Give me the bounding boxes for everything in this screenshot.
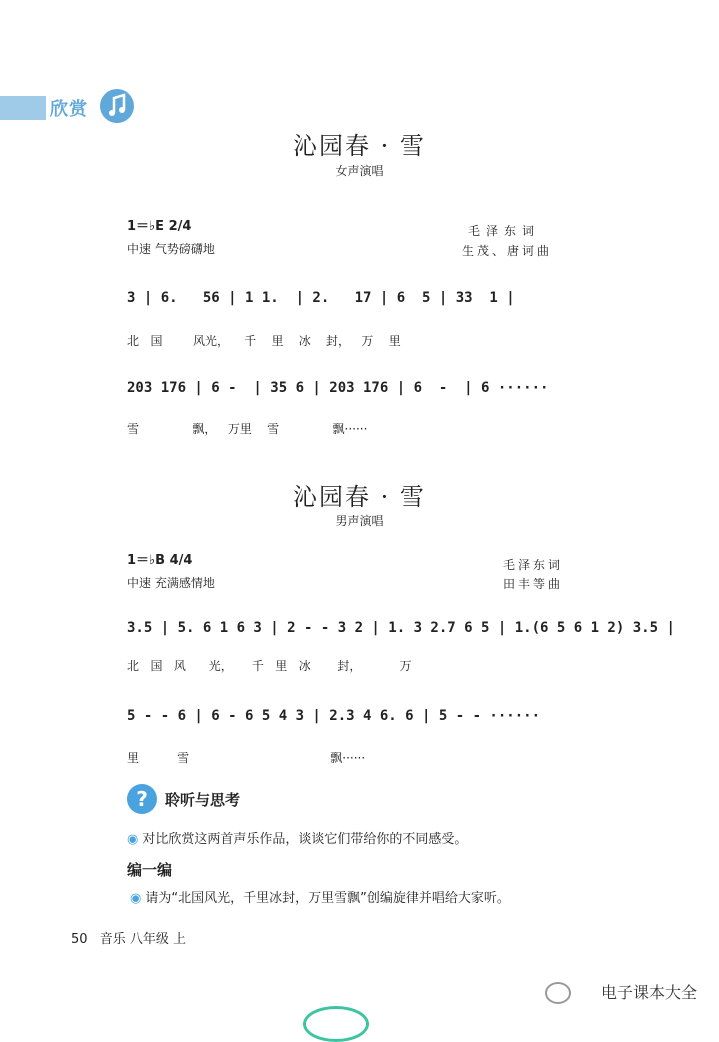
song2-subtitle: 男声演唱 bbox=[335, 514, 384, 528]
listen-bullet bbox=[127, 828, 467, 847]
bullet-icon: ◉ bbox=[130, 891, 142, 906]
listen-section-title: 聆听与思考 bbox=[165, 791, 241, 809]
song1-tempo: 中速 气势磅礴地 bbox=[127, 242, 215, 256]
song1-subtitle: 女声演唱 bbox=[335, 164, 384, 178]
bullet-icon: ◉ bbox=[127, 832, 139, 847]
song2-lyrics-line2: 里 雪 飘······ bbox=[127, 751, 366, 765]
song1-lyricist: 毛泽东词 bbox=[468, 224, 541, 238]
song2-lyrics-line1: 北 国 风 光， 千 里 冰 封， 万 bbox=[127, 659, 412, 673]
song1-key: 1＝♭E 2/4 bbox=[127, 219, 192, 234]
song2-composer: 田丰等曲 bbox=[503, 577, 564, 591]
compose-bullet-text: 请为“北国风光，千里冰封，万里雪飘”创编旋律并唱给大家听。 bbox=[145, 891, 510, 906]
section-tab-label: 欣赏 bbox=[50, 99, 88, 120]
song2-key: 1＝♭B 4/4 bbox=[127, 553, 193, 568]
compose-section-title: 编一编 bbox=[127, 861, 173, 879]
song1-composer: 生茂、唐诃曲 bbox=[462, 244, 553, 258]
song1-notation-line2: 203 176 | 6 - | 35 6 | 203 176 | 6 - | 6 ······ bbox=[127, 380, 549, 396]
song2-title: 沁园春 · 雪 bbox=[293, 483, 426, 511]
wechat-icon bbox=[545, 982, 571, 1004]
song1-notation-line1: 3 | 6. 56 | 1 1. | 2. 17 | 6 5 | 33 1 | bbox=[127, 290, 515, 306]
page-number: 50 bbox=[71, 932, 88, 947]
song1-lyrics-line1: 北 国 风光， 千 里 冰 封， 万 里 bbox=[127, 334, 401, 348]
song2-tempo: 中速 充满感情地 bbox=[127, 576, 215, 590]
decorative-arc bbox=[303, 1006, 369, 1042]
book-name: 音乐 八年级 上 bbox=[99, 932, 186, 947]
music-note-icon bbox=[100, 89, 134, 123]
page-footer bbox=[71, 928, 186, 947]
song1-title: 沁园春 · 雪 bbox=[293, 132, 426, 160]
song2-notation-line1: 3.5 | 5. 6 1 6 3 | 2 - - 3 2 | 1. 3 2.7 6 5 | 1.(6 5 6 1 2) 3.5 | bbox=[127, 620, 675, 636]
watermark-text: 电子课本大全 bbox=[600, 983, 697, 1002]
listen-bullet-text: 对比欣赏这两首声乐作品，谈谈它们带给你的不同感受。 bbox=[142, 832, 468, 847]
song2-notation-line2: 5 - - 6 | 6 - 6 5 4 3 | 2.3 4 6. 6 | 5 - - ······ bbox=[127, 708, 541, 724]
compose-bullet bbox=[130, 887, 510, 906]
song1-lyrics-line2: 雪 飘， 万里 雪 飘······ bbox=[127, 422, 368, 436]
section-tab-bar bbox=[0, 96, 46, 120]
question-icon: ? bbox=[127, 784, 157, 814]
song2-lyricist: 毛泽东词 bbox=[503, 558, 564, 572]
